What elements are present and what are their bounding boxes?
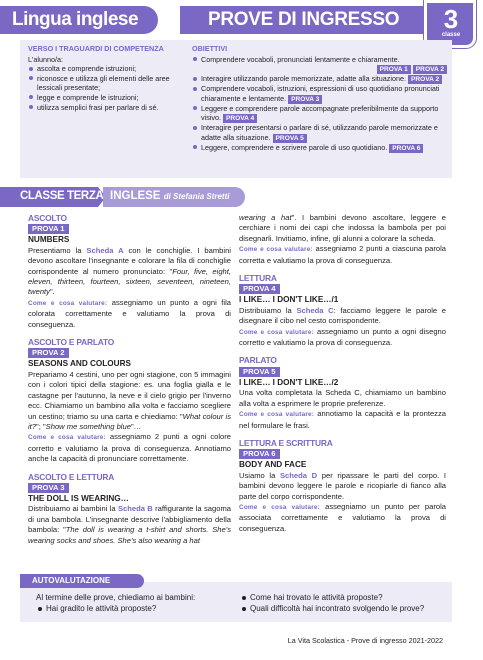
traguardi-heading: VERSO I TRAGUARDI DI COMPETENZA: [28, 44, 164, 53]
class-number: 3: [443, 4, 459, 34]
obiettivo-item: [192, 104, 447, 124]
activity-evaluation: Come e cosa valutare: assegniamo un punto per parola associata correttamente e valutiamo la prova di conseguenza.: [239, 501, 446, 533]
prova-tag: PROVA 4: [223, 114, 257, 123]
activity-title: I LIKE… I DON'T LIKE…/1: [239, 295, 339, 305]
obiettivo-text: Interagire utilizzando parole memorizzate, adatte alla situazione.: [201, 74, 406, 84]
activity-text: Distribuiamo la Scheda C: facciamo leggere le parole e disegnare il cibo nel cesto corrispondente.: [239, 305, 446, 326]
self-assessment-question: Hai gradito le attività proposte?: [36, 603, 236, 614]
prova-tag: PROVA 2: [413, 65, 447, 74]
section-area: ASCOLTO: [28, 213, 67, 223]
prova-tag: PROVA 3: [28, 483, 69, 493]
materia-name: INGLESE: [110, 190, 161, 202]
prova-tag: PROVA 5: [239, 367, 280, 377]
classe-label: CLASSE TERZA: [20, 190, 104, 202]
page-header: [0, 6, 483, 36]
scheda-ref: Scheda C: [296, 305, 334, 315]
section-area: ASCOLTO E PARLATO: [28, 337, 115, 348]
activity-evaluation: Come e cosa valutare: assegniamo un punto a ogni disegno corretto e valutiamo la prova di conseguenza.: [239, 326, 446, 348]
scheda-ref: Scheda B: [117, 504, 153, 514]
class-strip: [0, 187, 483, 207]
activity-text-continued: wearing a hat". I bambini devono ascoltare, leggere e cerchiare i nomi dei capi che indossa la bambola per poi disegnarli. Invitiamo, infine, gli alunni a colorare la scheda.: [239, 213, 447, 243]
prova-tag: PROVA 6: [239, 449, 280, 459]
activity-evaluation: Come e cosa valutare: assegniamo 2 punti a ciascuna parola corretta e valutiamo la prova di conseguenza.: [239, 244, 446, 265]
obiettivo-text: Leggere e comprendere parole accompagnate preferibilmente da supporto visivo.: [201, 103, 439, 123]
obiettivo-item: [192, 84, 447, 104]
prova-tag: PROVA 1: [28, 224, 69, 234]
prova-tag: PROVA 2: [408, 75, 442, 84]
activity-text: Usiamo la Scheda D per ripassare le parti del corpo. I bambini devono leggere le parole e ricopiarle di fianco alla parte del corpo corrispondente.: [239, 470, 446, 501]
traguardi-item: utilizza semplici frasi per parlare di sé.: [28, 103, 183, 113]
page-footer: La Vita Scolastica - Prove di ingresso 2021-2022: [287, 636, 443, 645]
section-area: LETTURA E SCRITTURA: [239, 437, 333, 448]
activities-right-column: [239, 213, 446, 534]
self-assessment-heading: AUTOVALUTAZIONE: [32, 576, 111, 585]
activity-evaluation: Come e cosa valutare: assegniamo 2 punti a ogni colore corretto e valutiamo la prova di conseguenza. Annotiamo anche la capacità di pronunciare correttamente.: [28, 432, 231, 464]
activity-text: Distribuiamo ai bambini la Scheda B raffigurante la sagoma di una bambola. L'insegnante descrive l'abbigliamento della bambola: "The doll is wearing a t-shirt and shorts. She's wearing socks and shoes. She's also wearing a hat: [28, 504, 231, 545]
obiettivo-text: Comprendere vocaboli, pronunciati lentamente e chiaramente.: [201, 54, 400, 64]
materia-label: [110, 190, 229, 202]
activities-left-column: [28, 213, 231, 556]
obiettivo-item: [192, 123, 447, 143]
scheda-ref: Scheda A: [86, 245, 124, 255]
self-assessment-question: Come hai trovato le attività proposte?: [240, 592, 450, 603]
class-label: classe: [441, 32, 461, 38]
activity-title: SEASONS AND COLOURS: [28, 359, 131, 369]
page-title: PROVE DI INGRESSO: [208, 9, 400, 30]
section-area: ASCOLTO E LETTURA: [28, 471, 115, 482]
section-area: LETTURA: [239, 273, 277, 284]
obiettivo-text: Comprendere vocaboli, istruzioni, espressioni di uso quotidiano pronunciati chiaramente e lentamente.: [201, 84, 440, 103]
obiettivo-item: [192, 55, 447, 75]
activity-title: THE DOLL IS WEARING…: [28, 493, 129, 503]
traguardi-item: legge e comprende le istruzioni;: [28, 93, 183, 103]
traguardi-item: ascolta e comprende istruzioni;: [28, 64, 183, 74]
traguardi-item: riconosce e utilizza gli elementi delle aree lessicali presentate;: [28, 74, 183, 93]
section-area: PARLATO: [239, 355, 277, 366]
evaluation-label: Come e cosa valutare:: [28, 299, 108, 307]
self-assessment-question: Quali difficoltà hai incontrato svolgendo le prove?: [240, 603, 450, 614]
obiettivo-item: [192, 74, 447, 84]
evaluation-label: Come e cosa valutare:: [239, 411, 315, 419]
evaluation-label: Come e cosa valutare:: [239, 503, 321, 511]
activity-evaluation: Come e cosa valutare: annotiamo la capacità e la prontezza nel formulare le frasi.: [239, 409, 446, 430]
evaluation-label: Come e cosa valutare:: [28, 434, 106, 442]
activity-text: Presentiamo la Scheda A con le conchiglie. I bambini devono ascoltare l'insegnante e colorare la fila di conchiglie corrispondente al numero pronunciato: "Four, five, eight, eleven, thirteen, fourteen, sixteen, seventeen, nineteen, twenty".: [28, 245, 231, 297]
activity-title: I LIKE… I DON'T LIKE…/2: [239, 377, 339, 387]
activity-title: NUMBERS: [28, 235, 70, 245]
prova-tag: PROVA 3: [288, 95, 322, 104]
prova-tag: PROVA 4: [239, 284, 280, 294]
obiettivi-column: [192, 44, 447, 153]
self-assessment-intro: Al termine delle prove, chiediamo ai bambini:: [36, 593, 196, 602]
self-assessment-right: [240, 592, 450, 614]
obiettivi-heading: OBIETTIVI: [192, 44, 228, 53]
evaluation-label: Come e cosa valutare:: [239, 246, 313, 254]
prova-tag: PROVA 2: [28, 348, 69, 358]
activity-evaluation: Come e cosa valutare: assegniamo un punto a ogni fila colorata correttamente e valutiamo la prova di conseguenza.: [28, 297, 231, 329]
self-assessment-left: [36, 592, 236, 614]
obiettivo-item: [192, 143, 447, 153]
scheda-ref: Scheda D: [279, 470, 318, 480]
subject-title: Lingua inglese: [12, 9, 139, 30]
author-name: di Stefania Stretti: [163, 192, 230, 201]
traguardi-column: [28, 44, 183, 112]
evaluation-label: Come e cosa valutare:: [239, 328, 314, 336]
prova-tag: PROVA 5: [273, 134, 307, 143]
obiettivo-text: Interagire per presentarsi o parlare di sé, utilizzando parole memorizzate e adatte alla situazione.: [201, 123, 438, 142]
prova-tag: PROVA 1: [377, 65, 411, 74]
activity-text: Prepariamo 4 cestini, uno per ogni stagione, con 5 immagini con i colori tipici della stagione: es. una foglia gialla e le castagne per l'autunno, la neve e il cielo grigio per l'inverno ecc. Chiamiamo un bambino alla volta e facciamo scegliere un cestino; triamo su una carta e chiediamo: "What colour is it?"; "Show me something blue"…: [28, 369, 231, 431]
prova-tag: PROVA 6: [389, 144, 423, 153]
traguardi-intro: L'alunno/a:: [28, 54, 63, 64]
activity-text: Una volta completata la Scheda C, chiamiamo un bambino alla volta a esprimere le proprie preferenze.: [239, 388, 446, 408]
activity-title: BODY AND FACE: [239, 460, 307, 470]
obiettivo-text: Leggere, comprendere e scrivere parole di uso quotidiano.: [201, 142, 388, 152]
